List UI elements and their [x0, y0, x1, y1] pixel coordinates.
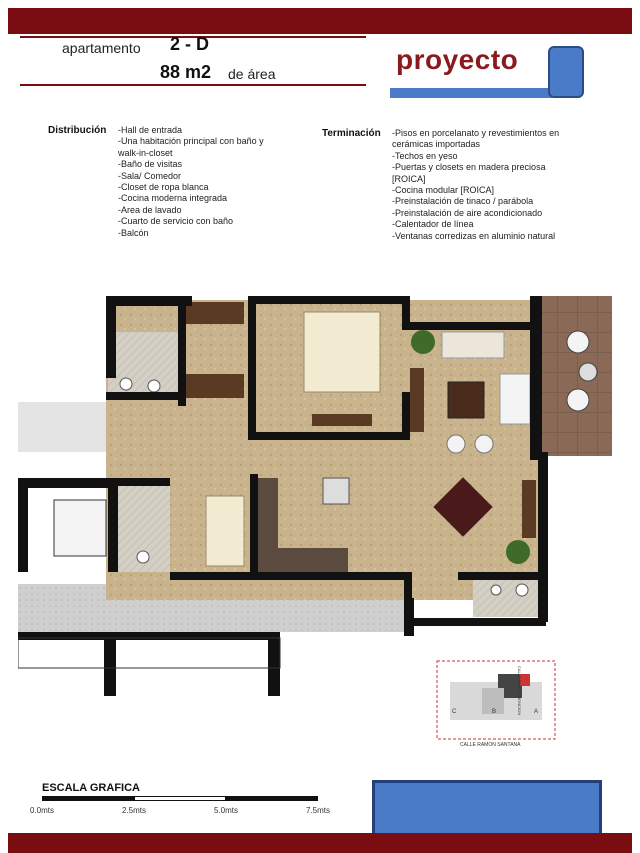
terminacion-title: Terminación	[322, 128, 381, 139]
closet	[186, 302, 244, 324]
plant	[506, 540, 530, 564]
scale-tick: 7.5mts	[306, 806, 331, 815]
sink	[491, 585, 501, 595]
list-item: cerámicas importadas	[392, 139, 481, 150]
toilet	[516, 584, 528, 596]
site-label-b: B	[492, 709, 497, 715]
apartment-label: apartamento	[62, 40, 141, 56]
list-item: -Balcón	[118, 227, 149, 238]
coffee-table	[448, 382, 484, 418]
header-rule-bottom	[20, 84, 366, 86]
scale-bar	[42, 796, 318, 801]
service-bed	[206, 496, 244, 566]
list-item: walk-in-closet	[118, 147, 173, 158]
list-item: -Closet de ropa blanca	[118, 182, 209, 193]
balcony-chair	[567, 331, 589, 353]
list-item: -Cocina moderna integrada	[118, 193, 228, 204]
car-space	[54, 500, 106, 556]
list-item: [ROICA]	[392, 173, 426, 184]
sideboard	[522, 480, 536, 538]
bottom-band	[8, 833, 632, 853]
logo-square	[548, 46, 584, 98]
site-label-a: A	[534, 709, 539, 715]
list-item: -Area de lavado	[118, 204, 182, 215]
scale-tick: 5.0mts	[214, 806, 239, 815]
list-item: -Cocina modular [ROICA]	[392, 185, 495, 196]
toilet	[120, 378, 132, 390]
list-item: -Ventanas corredizas en aluminio natural	[392, 230, 556, 241]
balcony-chair	[567, 389, 589, 411]
list-item: -Una habitación principal con baño y	[118, 136, 264, 147]
kitchen-counter	[278, 548, 348, 576]
sofa	[442, 332, 504, 358]
fridge	[323, 478, 349, 504]
list-item: -Calentador de línea	[392, 219, 474, 230]
list-item: -Hall de entrada	[118, 125, 183, 135]
closet	[312, 414, 372, 426]
balcony-floor	[542, 296, 612, 456]
scale-title: ESCALA GRAFICA	[42, 782, 140, 794]
stool	[447, 435, 465, 453]
closet	[186, 374, 244, 398]
list-item: -Sala/ Comedor	[118, 170, 182, 181]
logo-underline	[390, 88, 552, 98]
plant	[411, 330, 435, 354]
list-item: -Preinstalación de aire acondicionado	[392, 207, 543, 218]
toilet	[137, 551, 149, 563]
floor-plan	[18, 292, 614, 700]
tv-cabinet	[410, 368, 424, 432]
guest-bath-floor	[473, 577, 543, 617]
armchairs	[500, 374, 530, 424]
distribucion-list	[118, 125, 264, 239]
top-band	[8, 8, 632, 34]
site-plan	[436, 660, 556, 740]
area-value: 88 m2	[160, 62, 212, 82]
balcony-table	[579, 363, 597, 381]
master-bed	[304, 312, 380, 392]
list-item: -Preinstalación de tinaco / parábola	[392, 196, 534, 207]
terrace-outline	[18, 638, 280, 668]
list-item: -Techos en yeso	[392, 150, 458, 161]
logo-text: proyecto	[396, 44, 519, 75]
area-label: de área	[228, 66, 276, 82]
apartment-code: 2 - D	[170, 34, 210, 54]
terminacion-list	[392, 128, 559, 242]
street-right: CALLE BENITO MONCION	[517, 666, 522, 716]
distribucion-title: Distribución	[48, 125, 107, 136]
stool	[475, 435, 493, 453]
list-item: -Cuarto de servicio con baño	[118, 216, 234, 227]
bathroom-floor	[108, 332, 180, 398]
sink	[148, 380, 160, 392]
list-item: -Pisos en porcelanato y revestimientos en	[392, 128, 560, 138]
site-label-c: C	[452, 709, 457, 715]
scale-tick: 0.0mts	[30, 806, 55, 815]
list-item: -Baño de visitas	[118, 159, 183, 170]
street-bottom: CALLE RAMON SANTANA	[460, 742, 521, 748]
list-item: -Puertas y closets en madera preciosa	[392, 162, 546, 173]
scale-tick: 2.5mts	[122, 806, 147, 815]
